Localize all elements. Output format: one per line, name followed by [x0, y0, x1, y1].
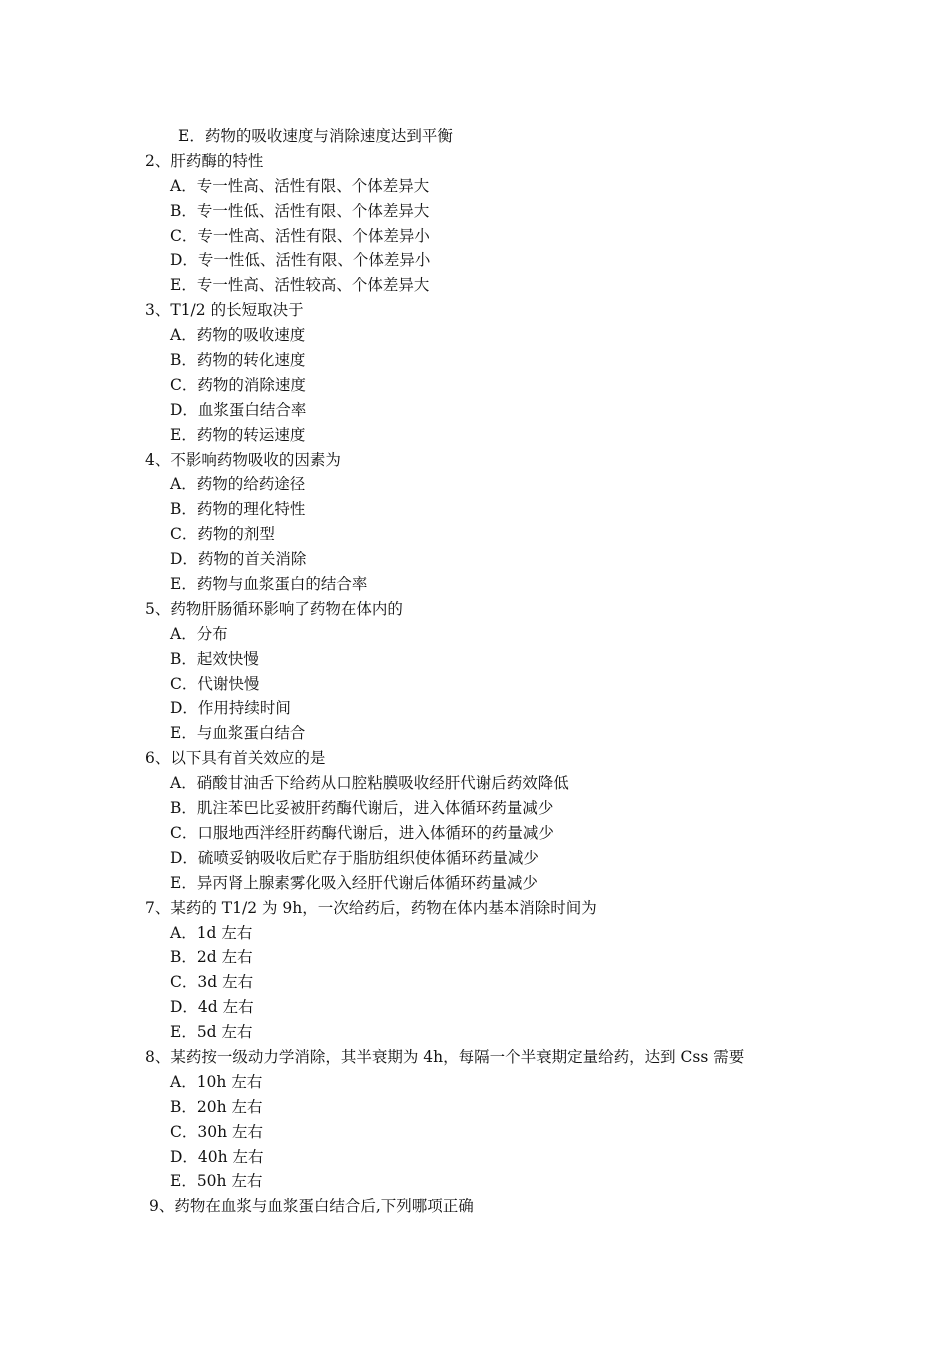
option-line: D．专一性低、活性有限、个体差异小: [170, 251, 431, 270]
option-line: A．专一性高、活性有限、个体差异大: [170, 176, 430, 195]
option-line: B．专一性低、活性有限、个体差异大: [170, 201, 430, 220]
option-line: B．药物的理化特性: [170, 500, 306, 519]
option-line: C．30h 左右: [170, 1122, 263, 1141]
option-line: A．硝酸甘油舌下给药从口腔粘膜吸收经肝代谢后药效降低: [170, 774, 569, 793]
option-line: [145, 1319, 845, 1344]
option-line: B．2d 左右: [170, 948, 253, 967]
option-line: A．10h 左右: [170, 1072, 263, 1091]
option-line: B．20h 左右: [170, 1097, 263, 1116]
option-line: A．分布: [170, 624, 228, 643]
option-line: E．异丙肾上腺素雾化吸入经肝代谢后体循环药量减少: [170, 873, 538, 892]
option-line: C．药物的剂型: [170, 525, 275, 544]
option-line: [145, 1219, 845, 1244]
question-stem: 5、药物肝肠循环影响了药物在体内的: [145, 599, 403, 618]
option-line: C．代谢快慢: [170, 674, 260, 693]
option-line: [145, 1269, 845, 1294]
question-stem: 4、不影响药物吸收的因素为: [145, 450, 341, 469]
option-line: A．药物的给药途径: [170, 475, 306, 494]
option-line: E．5d 左右: [170, 1023, 253, 1042]
option-line: E．50h 左右: [170, 1172, 263, 1191]
question-stem: [145, 1344, 845, 1369]
option-line: D．硫喷妥钠吸收后贮存于脂肪组织使体循环药量减少: [170, 848, 539, 867]
option-line: [145, 1244, 845, 1269]
option-line: E．药物的吸收速度与消除速度达到平衡: [178, 127, 453, 145]
option-line: B．肌注苯巴比妥被肝药酶代谢后，进入体循环药量减少: [170, 799, 554, 818]
option-line: D．作用持续时间: [170, 699, 291, 718]
question-stem: 6、以下具有首关效应的是: [145, 749, 326, 768]
question-stem: 2、肝药酶的特性: [145, 151, 264, 170]
question-stem: 7、某药的 T1/2 为 9h，一次给药后，药物在体内基本消除时间为: [145, 898, 597, 917]
option-line: B．起效快慢: [170, 649, 259, 668]
option-line: D．4d 左右: [170, 998, 254, 1017]
option-line: D．40h 左右: [170, 1147, 264, 1166]
option-line: D．血浆蛋白结合率: [170, 400, 307, 419]
question-list: [145, 124, 845, 1369]
option-line: D．药物的首关消除: [170, 550, 307, 569]
question-stem: 3、T1/2 的长短取决于: [145, 301, 304, 320]
option-line: A．1d 左右: [170, 923, 253, 942]
question-stem: 9、药物在血浆与血浆蛋白结合后,下列哪项正确: [149, 1197, 474, 1216]
option-line: [145, 1294, 845, 1319]
option-line: E．与血浆蛋白结合: [170, 724, 306, 743]
option-line: C．专一性高、活性有限、个体差异小: [170, 226, 430, 245]
option-line: B．药物的转化速度: [170, 351, 306, 370]
option-line: A．药物的吸收速度: [170, 326, 306, 345]
question-stem: 8、某药按一级动力学消除，其半衰期为 4h，每隔一个半衰期定量给药，达到 Css 需要: [145, 1047, 745, 1066]
option-line: E．药物的转运速度: [170, 425, 306, 444]
option-line: C．口服地西泮经肝药酶代谢后，进入体循环的药量减少: [170, 823, 554, 842]
option-line: C．3d 左右: [170, 973, 254, 992]
option-line: E．专一性高、活性较高、个体差异大: [170, 276, 430, 295]
option-line: E．药物与血浆蛋白的结合率: [170, 575, 368, 594]
option-line: C．药物的消除速度: [170, 375, 306, 394]
